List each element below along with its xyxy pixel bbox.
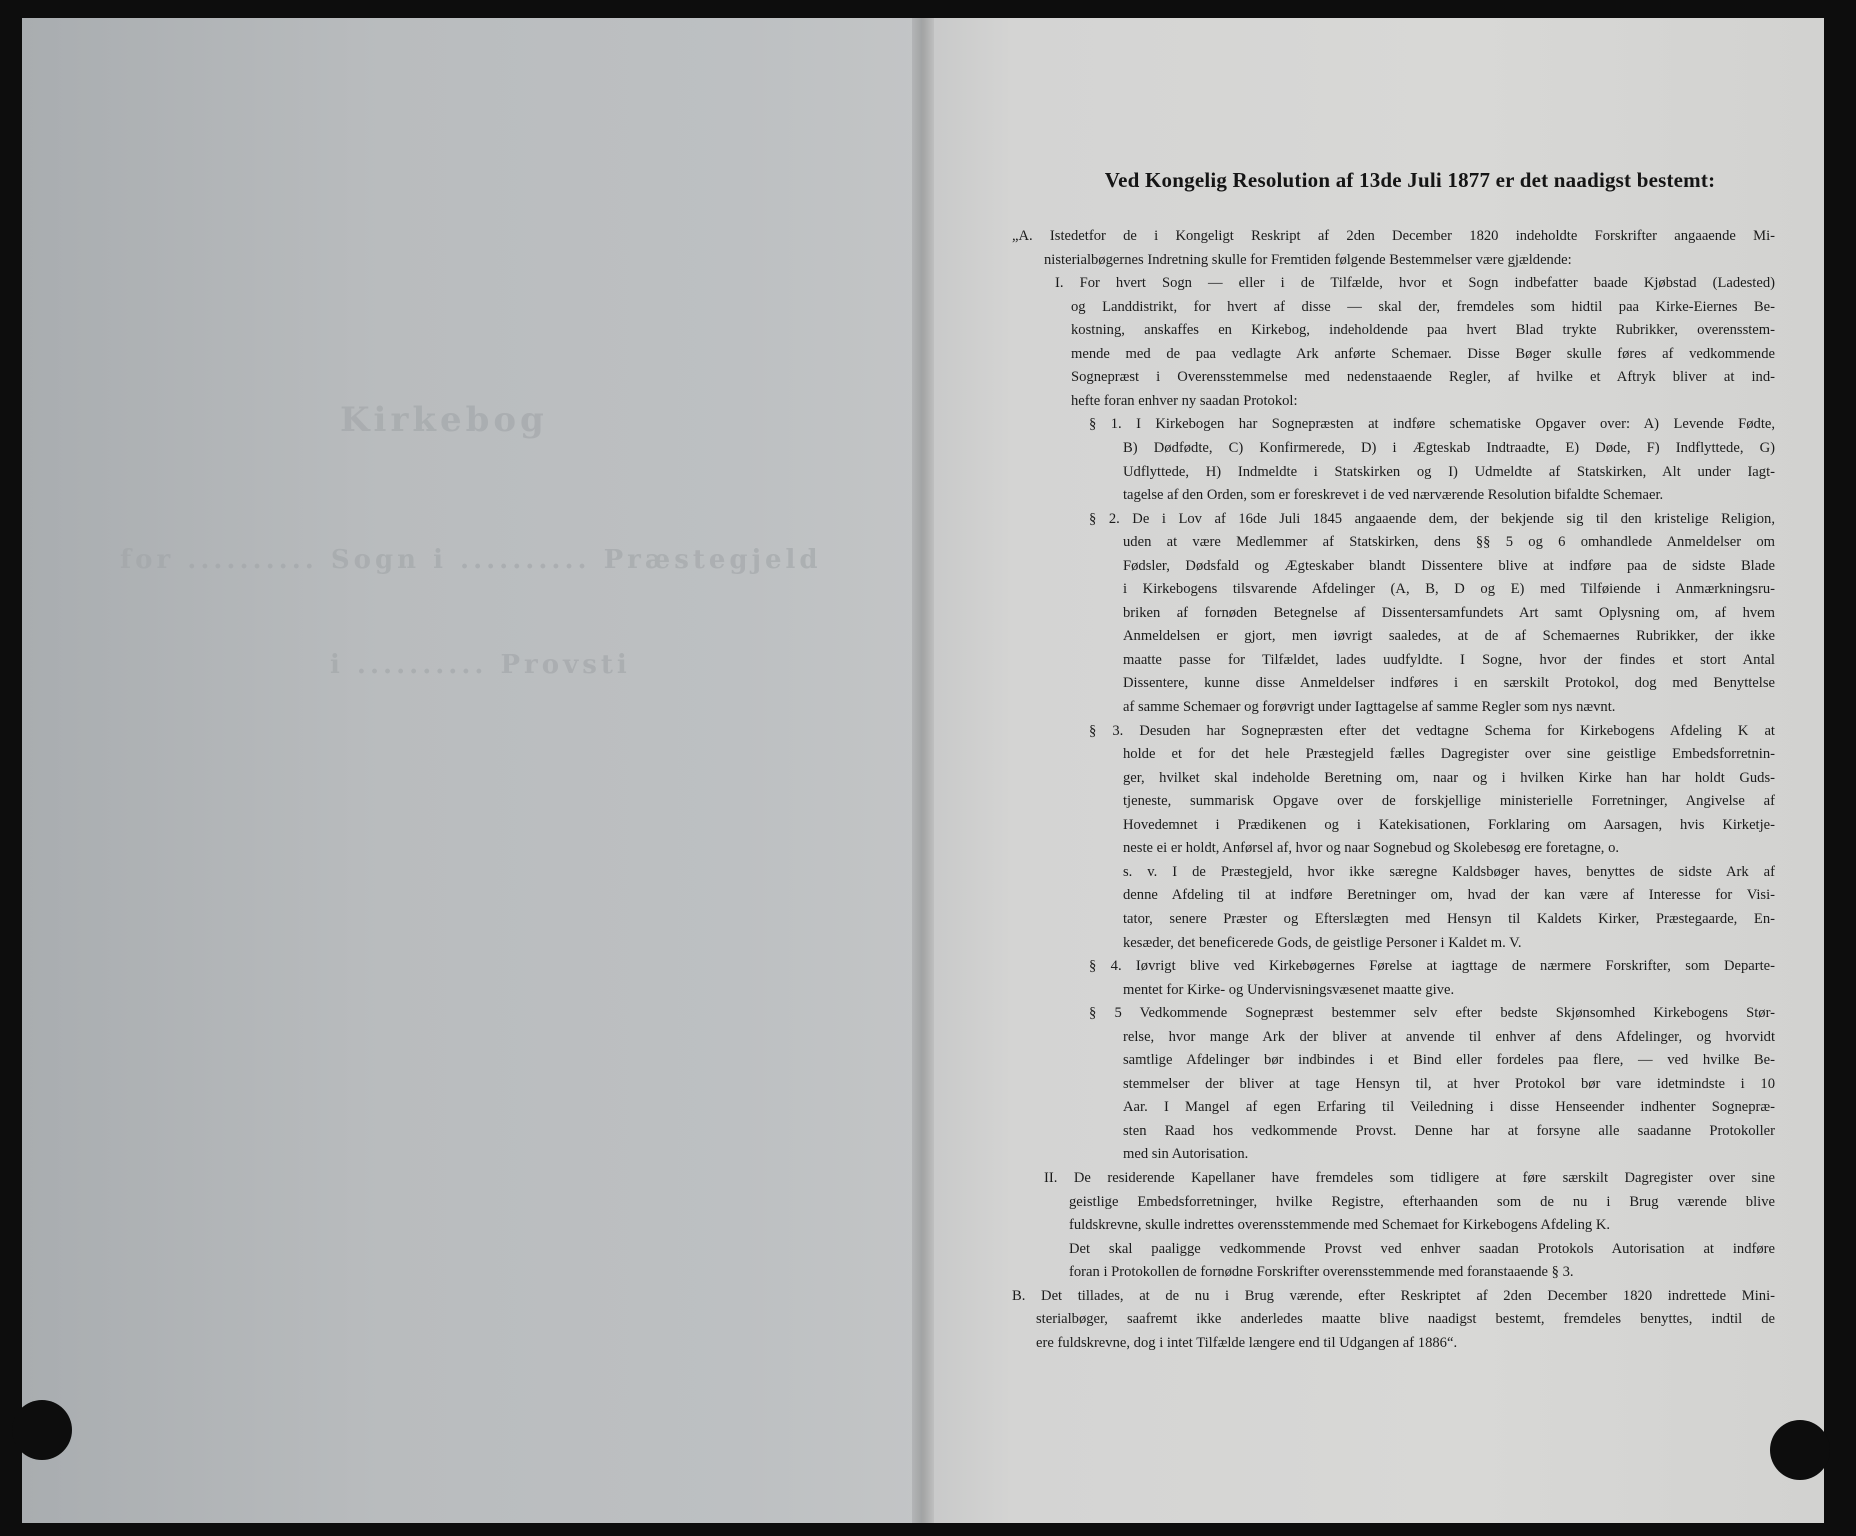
show-through-parish: for .......... Sogn i .......... Præstegjeld: [120, 545, 822, 575]
text-line: Anmeldelsen er gjort, men iøvrigt saaledes, at de af Schemaernes Rubrikker, der ikke: [1123, 628, 1775, 645]
text-line: stemmelser der bliver at tage Hensyn til, at hver Protokol bør vare idetmindste i 10: [1123, 1075, 1775, 1092]
text-line: § 5 Vedkommende Sognepræst bestemmer selv efter bedste Skjønsomhed Kirkebogens Stør-: [1089, 1005, 1775, 1022]
text-line: samtlige Afdelinger bør indbindes i et Bind eller fordeles paa flere, — ved hvilke Be-: [1123, 1052, 1775, 1069]
text-line: § 1. I Kirkebogen har Sognepræsten at indføre schematiske Opgaver over: A) Levende Fødte,: [1089, 416, 1775, 433]
text-line: tagelse af den Orden, som er foreskrevet i de ved nærværende Resolution bifaldte Schemaer.: [1123, 487, 1664, 504]
text-line: Hovedemnet i Prædikenen og i Katekisationen, Forklaring om Aarsagen, hvis Kirketje-: [1123, 816, 1775, 833]
text-line: neste ei er holdt, Anførsel af, hvor og naar Sognebud og Skolebesøg ere foretagne, o.: [1123, 840, 1620, 857]
text-line: og Landdistrikt, for hvert af disse — skal der, fremdeles som hidtil paa Kirke-Eiernes Be-: [1071, 298, 1775, 315]
text-line: Fødsler, Dødsfald og Ægteskaber blandt Dissentere blive at indføre paa de sidste Blade: [1123, 557, 1775, 574]
resolution-heading: Ved Kongelig Resolution af 13de Juli 1877 er det naadigst bestemt:: [1104, 168, 1716, 192]
text-line: af samme Schemaer og forøvrigt under Iagttagelse af samme Regler som nys nævnt.: [1123, 699, 1616, 715]
show-through-title: Kirkebog: [340, 400, 548, 440]
book-gutter: [912, 18, 934, 1523]
text-line: nisterialbøgernes Indretning skulle for Fremtiden følgende Bestemmelser være gjældende:: [1044, 251, 1572, 268]
text-line: Aar. I Mangel af egen Erfaring til Veiledning i disse Henseender indhenter Sognepræ-: [1123, 1099, 1775, 1116]
text-line: Udflyttede, H) Indmeldte i Statskirken og I) Udmeldte af Statskirken, Alt under Iagt-: [1123, 463, 1775, 480]
text-line: Det skal paaligge vedkommende Provst ved enhver saadan Protokols Autorisation at indføre: [1069, 1240, 1775, 1257]
text-line: sterialbøger, saafremt ikke anderledes maatte blive naadigst bestemt, fremdeles benyttes, indtil de: [1036, 1311, 1775, 1328]
text-line: II. De residerende Kapellaner have fremdeles som tidligere at føre særskilt Dagregister over sine: [1044, 1170, 1775, 1186]
text-line: fuldskrevne, skulle indrettes overensstemmende med Schemaet for Kirkebogens Afdeling K.: [1069, 1217, 1611, 1234]
text-line: geistlige Embedsforretninger, hvilke Registre, efterhaanden som de nu i Brug værende blive: [1069, 1193, 1775, 1210]
text-line: § 3. Desuden har Sognepræsten efter det vedtagne Schema for Kirkebogens Afdeling K at: [1089, 722, 1775, 739]
text-line: holde et for det hele Præstegjeld fælles Dagregister over sine geistlige Embedsforretnin-: [1123, 746, 1775, 763]
text-line: ere fuldskrevne, dog i intet Tilfælde længere end til Udgangen af 1886“.: [1036, 1334, 1458, 1351]
text-line: sten Raad hos vedkommende Provst. Denne har at forsyne alle saadanne Protokoller: [1123, 1122, 1775, 1139]
text-line: Sognepræst i Overensstemmelse med nedenstaaende Regler, af hvilke et Aftryk bliver at ind-: [1071, 369, 1775, 386]
text-line: kesæder, det beneficerede Gods, de geistlige Personer i Kaldet m. V.: [1123, 934, 1522, 951]
text-line: relse, hvor mange Ark der bliver at anvende til enhver af dens Afdelinger, og hvorvidt: [1123, 1028, 1775, 1045]
text-line: B) Dødfødte, C) Konfirmerede, D) i Ægteskab Indtraadte, E) Døde, F) Indflyttede, G): [1123, 439, 1775, 456]
text-line: briken af fornøden Betegnelse af Dissentersamfundets Art samt Oplysning om, af hvem: [1123, 604, 1775, 621]
text-line: maatte passe for Tilfældet, lades uudfyldte. I Sogne, hvor der findes et stort Antal: [1123, 651, 1775, 668]
text-line: § 2. De i Lov af 16de Juli 1845 angaaende dem, der bekjende sig til den kristelige Religion,: [1089, 510, 1775, 527]
page-corner-left: [12, 1400, 72, 1460]
text-line: „A. Istedetfor de i Kongeligt Reskript af 2den December 1820 indeholdte Forskrifter angaaende Mi-: [1012, 228, 1775, 244]
text-line: I. For hvert Sogn — eller i de Tilfælde, hvor et Sogn indbefatter baade Kjøbstad (Ladested): [1055, 275, 1775, 292]
text-line: § 4. Iøvrigt blive ved Kirkebøgernes Førelse at iagttage de nærmere Forskrifter, som Departe-: [1089, 958, 1775, 975]
text-line: hefte foran enhver ny saadan Protokol:: [1071, 392, 1298, 409]
text-line: foran i Protokollen de fornødne Forskrifter overensstemmende med foranstaaende § 3.: [1069, 1264, 1574, 1281]
show-through-deanery: i .......... Provsti: [330, 650, 631, 680]
text-line: B. Det tillades, at de nu i Brug værende, efter Reskriptet af 2den December 1820 indrettede Mini-: [1012, 1287, 1775, 1304]
text-line: ger, hvilket skal indeholde Beretning om, naar og i hvilken Kirke han har holdt Guds-: [1123, 769, 1775, 786]
page-corner-right: [1770, 1420, 1830, 1480]
text-line: denne Afdeling til at indføre Beretninger om, hvad der kan være af Interesse for Visi-: [1123, 887, 1775, 904]
text-line: mende med de paa vedlagte Ark anførte Schemaer. Disse Bøger skulle føres af vedkommende: [1071, 345, 1775, 362]
text-line: Dissentere, kunne disse Anmeldelser indføres i en særskilt Protokol, dog med Benyttelse: [1123, 675, 1775, 692]
text-line: uden at være Medlemmer af Statskirken, dens §§ 5 og 6 omhandlede Anmeldelser om: [1123, 534, 1775, 551]
left-page: [22, 18, 924, 1523]
text-line: mentet for Kirke- og Undervisningsvæsenet maatte give.: [1123, 981, 1455, 998]
text-line: i Kirkebogens tilsvarende Afdelinger (A, B, D og E) med Tilføiende i Anmærkningsru-: [1123, 581, 1775, 598]
text-line: tjeneste, summarisk Opgave over de forskjellige ministerielle Forretninger, Angivelse af: [1123, 793, 1775, 810]
text-line: med sin Autorisation.: [1123, 1146, 1249, 1163]
text-line: tator, senere Præster og Efterslægten med Hensyn til Kaldets Kirker, Præstegaarde, En-: [1123, 910, 1775, 927]
text-line: s. v. I de Præstegjeld, hvor ikke særegne Kaldsbøger haves, benyttes de sidste Ark af: [1123, 863, 1775, 880]
text-line: kostning, anskaffes en Kirkebog, indeholdende paa hvert Blad trykte Rubrikker, overensstem-: [1071, 322, 1775, 339]
